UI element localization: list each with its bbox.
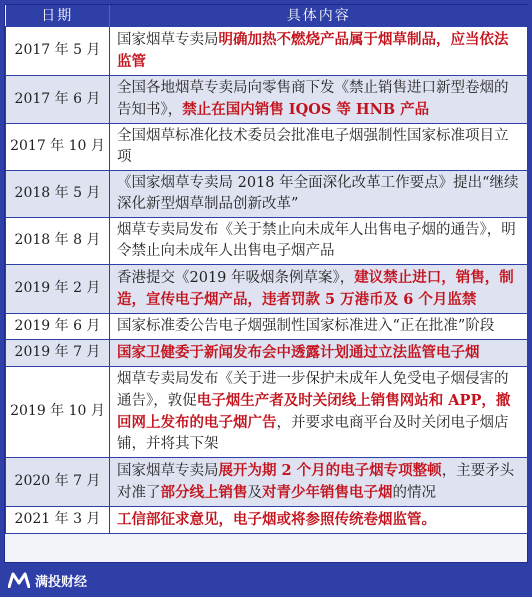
row-content xyxy=(110,170,528,217)
table-body xyxy=(6,26,528,533)
row-date: 2019 年 2 月 xyxy=(6,264,110,313)
table-row xyxy=(6,75,528,123)
body-text: 的情况 xyxy=(392,484,436,501)
row-date: 2019 年 10 月 xyxy=(6,366,110,457)
table-row xyxy=(6,170,528,217)
row-date: 2021 年 3 月 xyxy=(6,506,110,533)
row-content xyxy=(110,366,528,457)
row-date: 2017 年 5 月 xyxy=(6,26,110,75)
table-row xyxy=(6,339,528,366)
body-text: 《国家烟草专卖局 2018 年全面深化改革工作要点》提出“继续深化新型烟草制品创新改革” xyxy=(117,174,519,212)
row-content xyxy=(110,506,528,533)
table-row xyxy=(6,26,528,75)
body-text: 全国烟草标准化技术委员会批准电子烟强制性国家标准项目立项 xyxy=(117,127,509,165)
header-date: 日期 xyxy=(6,5,110,26)
row-date: 2018 年 5 月 xyxy=(6,170,110,217)
table-row xyxy=(6,217,528,264)
row-content xyxy=(110,75,528,123)
body-text: ，主要矛头对准了 xyxy=(117,462,515,501)
brand-name: 满投财经 xyxy=(35,574,88,590)
table-row xyxy=(6,123,528,170)
footer-brand xyxy=(8,567,87,593)
table-row xyxy=(6,506,528,533)
body-text: 及 xyxy=(247,484,262,501)
body-text: 香港提交《2019 年吸烟条例草案》， xyxy=(117,269,355,286)
highlighted-text: 对青少年销售电子烟 xyxy=(262,483,393,501)
table-row xyxy=(6,457,528,506)
highlighted-text: 建议禁止进口，销售，制造，宣传电子烟产品，违者罚款 5 万港币及 6 个月监禁 xyxy=(117,268,514,308)
row-content xyxy=(110,264,528,313)
row-date: 2017 年 6 月 xyxy=(6,75,110,123)
brand-logo-icon xyxy=(8,572,30,588)
body-text: 国家标准委公告电子烟强制性国家标准进入“正在批准”阶段 xyxy=(117,317,495,334)
highlighted-text: 工信部征求意见，电子烟或将参照传统卷烟监管。 xyxy=(117,510,436,528)
highlighted-text: 电子烟生产者及时关闭线上销售网站和 APP，撤回网上发布的电子烟广告 xyxy=(117,391,511,431)
body-text: ，并要求电商平台及时关闭电子烟店铺，并将其下架 xyxy=(117,414,509,452)
row-date: 2020 年 7 月 xyxy=(6,457,110,506)
row-date: 2017 年 10 月 xyxy=(6,123,110,170)
row-date: 2019 年 7 月 xyxy=(6,339,110,366)
body-text: 烟草专卖局发布《关于进一步保护未成年人免受电子烟侵害的通告》，敦促 xyxy=(117,370,509,409)
body-text: 烟草专卖局发布《关于禁止向未成年人出售电子烟的通告》，明令禁止向未成年人出售电子烟产品 xyxy=(117,221,516,259)
row-date: 2019 年 6 月 xyxy=(6,313,110,339)
highlighted-text: 明确加热不燃烧产品属于烟草制品，应当依法监管 xyxy=(117,30,509,70)
table-row xyxy=(6,264,528,313)
table-row xyxy=(6,313,528,339)
row-content xyxy=(110,457,528,506)
body-text: 国家烟草专卖局 xyxy=(117,462,219,479)
row-content xyxy=(110,26,528,75)
highlighted-text: 禁止在国内销售 IQOS 等 HNB 产品 xyxy=(182,100,430,118)
body-text: 全国各地烟草专卖局向零售商下发《禁止销售进口新型卷烟的告知书》， xyxy=(117,79,509,118)
row-content xyxy=(110,123,528,170)
row-content xyxy=(110,313,528,339)
highlighted-text: 部分线上销售 xyxy=(160,483,248,501)
highlighted-text: 展开为期 2 个月的电子烟专项整顿 xyxy=(218,461,442,479)
row-content xyxy=(110,217,528,264)
table-row xyxy=(6,366,528,457)
row-date: 2018 年 8 月 xyxy=(6,217,110,264)
body-text: 国家烟草专卖局 xyxy=(117,31,219,48)
highlighted-text: 国家卫健委于新闻发布会中透露计划通过立法监管电子烟 xyxy=(117,343,480,361)
table-header-row xyxy=(6,5,528,26)
policy-timeline-table xyxy=(5,5,528,534)
policy-timeline-panel xyxy=(4,4,528,563)
header-content: 具体内容 xyxy=(110,5,528,26)
row-content xyxy=(110,339,528,366)
